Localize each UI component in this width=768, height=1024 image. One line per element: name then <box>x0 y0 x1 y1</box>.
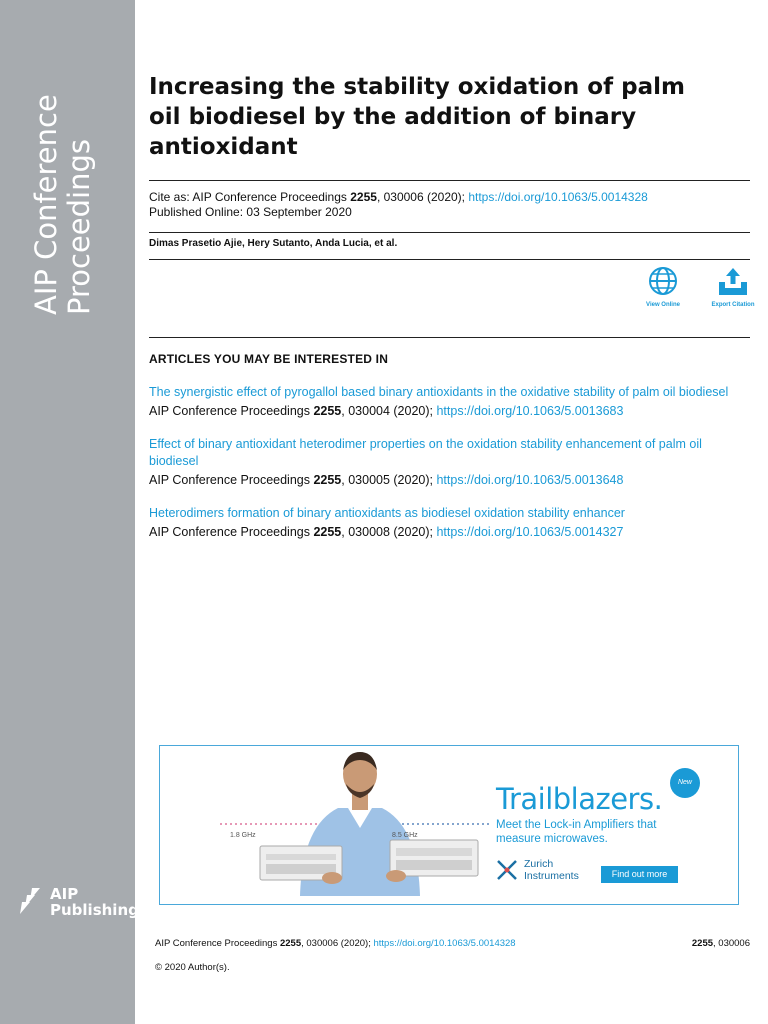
related-article-volume: 2255 <box>313 404 342 418</box>
toolbar <box>639 266 757 308</box>
journal-name <box>30 45 96 315</box>
export-citation-label: Export Citation <box>711 302 755 308</box>
view-online-button[interactable] <box>639 266 687 308</box>
published-date: Published Online: 03 September 2020 <box>149 205 352 219</box>
footer-doi-link[interactable]: https://doi.org/10.1063/5.0014328 <box>373 938 516 949</box>
related-article-journal: AIP Conference Proceedings <box>149 404 314 418</box>
citation-block <box>149 190 648 220</box>
cite-rest: , 030006 (2020); <box>376 190 469 204</box>
related-article-rest: , 030008 (2020); <box>341 525 437 539</box>
sponsor-name-line1: Zurich <box>524 858 554 870</box>
related-article-citation <box>149 403 750 420</box>
frequency-label-left: 1.8 GHz <box>230 832 256 839</box>
divider <box>149 337 750 338</box>
related-article-title[interactable]: Heterodimers formation of binary antioxidants as biodiesel oxidation stability enhancer <box>149 506 625 520</box>
divider <box>149 232 750 233</box>
article-title: Increasing the stability oxidation of palm oil biodiesel by the addition of binary antioxidant <box>149 74 685 160</box>
footer-page-volume: 2255 <box>691 938 714 949</box>
publisher-logo <box>18 886 139 918</box>
globe-icon <box>648 266 678 296</box>
sponsor-name-line2: Instruments <box>524 870 579 882</box>
divider <box>149 259 750 260</box>
journal-name-line2: Proceedings <box>62 139 96 315</box>
sponsor-brand <box>496 858 579 882</box>
related-article-rest: , 030004 (2020); <box>341 404 437 418</box>
frequency-label-right: 8.5 GHz <box>392 832 418 839</box>
footer-page-id <box>692 938 750 949</box>
publisher-name-line2: Publishing <box>50 901 139 919</box>
doi-link[interactable]: https://doi.org/10.1063/5.0014328 <box>468 190 648 204</box>
related-article-journal: AIP Conference Proceedings <box>149 525 314 539</box>
authors[interactable]: Dimas Prasetio Ajie, Hery Sutanto, Anda Lucia, et al. <box>149 238 398 249</box>
related-article-volume: 2255 <box>313 473 342 487</box>
publisher-name <box>50 886 139 918</box>
related-article-title[interactable]: Effect of binary antioxidant heterodimer properties on the oxidation stability enhancement of palm oil biodiesel <box>149 437 702 468</box>
related-articles <box>149 384 750 557</box>
aip-logo-icon <box>18 886 48 916</box>
copyright: © 2020 Author(s). <box>155 962 230 973</box>
related-article-journal: AIP Conference Proceedings <box>149 473 314 487</box>
related-article-citation <box>149 472 750 489</box>
presenter-photo <box>220 746 490 904</box>
related-article-volume: 2255 <box>313 525 342 539</box>
related-article-doi[interactable]: https://doi.org/10.1063/5.0013683 <box>436 404 624 418</box>
related-article <box>149 384 750 420</box>
related-article-citation <box>149 524 750 541</box>
related-article-doi[interactable]: https://doi.org/10.1063/5.0013648 <box>436 473 624 487</box>
journal-name-line1: AIP Conference <box>29 94 63 315</box>
cite-volume: 2255 <box>350 190 377 204</box>
ad-headline: Trailblazers. <box>496 782 663 816</box>
footer-journal: AIP Conference Proceedings <box>155 938 280 949</box>
related-article <box>149 436 750 489</box>
export-icon <box>717 266 749 296</box>
publisher-name-line1: AIP <box>50 885 79 903</box>
sponsor-name <box>524 858 579 882</box>
related-article <box>149 505 750 541</box>
ad-tagline: Meet the Lock-in Amplifiers that measure microwaves. <box>496 819 657 845</box>
find-out-more-button[interactable]: Find out more <box>601 866 678 883</box>
footer-citation <box>155 938 516 949</box>
new-badge: New <box>670 768 700 798</box>
divider <box>149 180 750 181</box>
footer-volume: 2255 <box>279 938 302 949</box>
cite-prefix: Cite as: AIP Conference Proceedings <box>149 190 351 204</box>
advertisement-banner[interactable] <box>159 745 739 905</box>
footer-cite-rest: , 030006 (2020); <box>301 938 374 949</box>
footer-page-number: , 030006 <box>713 938 750 949</box>
view-online-label: View Online <box>646 302 680 308</box>
sidebar <box>0 0 139 1024</box>
export-citation-button[interactable] <box>709 266 757 308</box>
related-article-title[interactable]: The synergistic effect of pyrogallol based binary antioxidants in the oxidative stability of palm oil biodiesel <box>149 385 729 399</box>
related-article-doi[interactable]: https://doi.org/10.1063/5.0014327 <box>436 525 624 539</box>
related-article-rest: , 030005 (2020); <box>341 473 437 487</box>
zurich-instruments-logo-icon <box>496 859 518 881</box>
related-heading: ARTICLES YOU MAY BE INTERESTED IN <box>149 352 389 366</box>
